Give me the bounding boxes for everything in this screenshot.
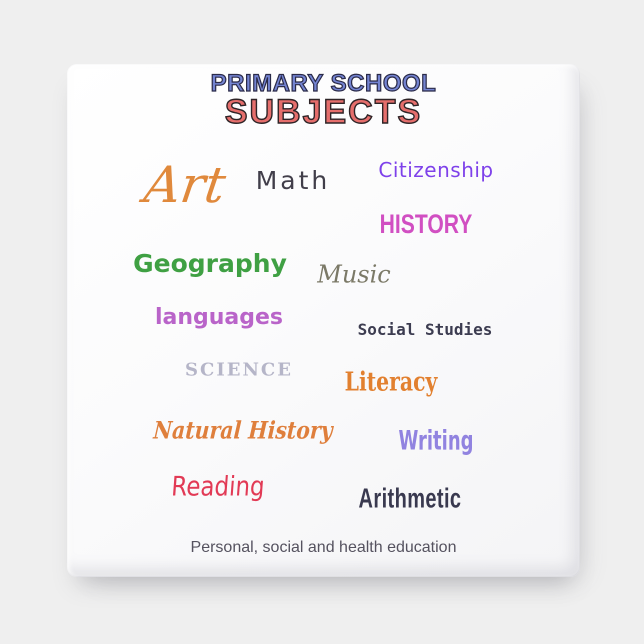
subject-label: SCIENCE — [185, 359, 293, 381]
subject-geography — [133, 251, 287, 277]
subject-reading — [163, 471, 273, 503]
subject-label: Natural History — [152, 415, 334, 445]
subject-label: Music — [317, 260, 391, 289]
title-line-1: PRIMARY SCHOOL — [210, 70, 437, 97]
subject-natural-history — [138, 415, 349, 445]
subject-social-studies — [358, 322, 493, 340]
subject-citizenship — [378, 160, 493, 182]
subject-label: Reading — [170, 471, 266, 503]
footer-text: Personal, social and health education — [190, 539, 457, 556]
subject-science — [185, 359, 293, 381]
subject-label: Art — [140, 156, 230, 214]
subject-literacy — [336, 365, 445, 397]
subject-label: Literacy — [344, 365, 438, 397]
subject-label: Writing — [398, 424, 474, 457]
subject-languages — [155, 307, 283, 329]
title-block — [67, 72, 580, 129]
subject-math — [256, 168, 331, 194]
title-line-2: SUBJECTS — [224, 93, 423, 131]
magnet-tile — [67, 64, 580, 577]
subject-label: Citizenship — [378, 158, 494, 182]
subject-writing — [386, 424, 486, 457]
subject-arithmetic — [346, 483, 475, 514]
subject-label: languages — [154, 305, 284, 330]
subject-history — [373, 209, 478, 240]
subject-label: HISTORY — [379, 209, 473, 240]
subject-label: Geography — [133, 249, 287, 278]
subject-label: Math — [255, 166, 331, 195]
subject-label: Social Studies — [357, 320, 493, 339]
subject-music — [317, 260, 391, 289]
subject-label: Arithmetic — [358, 483, 462, 514]
subject-art — [140, 156, 230, 214]
